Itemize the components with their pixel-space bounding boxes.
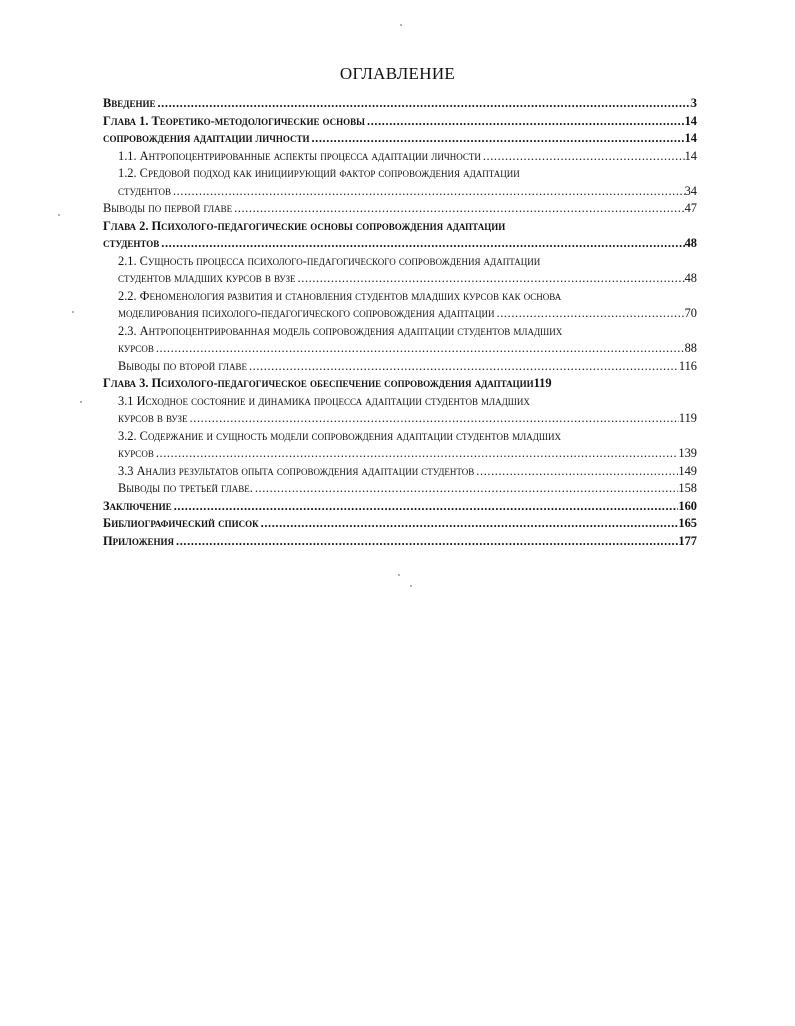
dot-leader — [174, 533, 678, 551]
toc-entry-text: курсов в вузе — [118, 411, 188, 425]
toc-entry-text: студентов — [103, 236, 160, 250]
scan-speck — [400, 24, 402, 26]
toc-page-number: 3 — [690, 96, 697, 110]
toc-page-number: 14 — [684, 131, 697, 145]
toc-entry-row — [118, 183, 697, 201]
toc-entry — [103, 95, 697, 113]
toc-entry-row — [103, 130, 697, 148]
toc-entry — [103, 498, 697, 516]
toc-entry-row — [118, 358, 697, 376]
toc-entry-text: курсов — [118, 341, 154, 355]
dot-leader — [172, 498, 679, 516]
toc-entry — [103, 358, 697, 376]
dot-leader — [188, 410, 679, 428]
toc-entry-text: Глава 3. Психолого-педагогическое обеспечение сопровождения адаптации — [103, 376, 534, 390]
dot-leader — [232, 200, 685, 218]
toc-entry-row — [118, 410, 697, 428]
dot-leader — [474, 463, 678, 481]
toc-entry — [103, 288, 697, 323]
toc-entry-text: 2.3. Антропоцентрированная модель сопровождения адаптации студентов младших — [118, 323, 563, 338]
scan-speck — [80, 401, 82, 403]
toc-page-number: 48 — [684, 236, 697, 250]
toc-entry-row — [103, 113, 697, 131]
toc-entry-text: 3.2. Содержание и сущность модели сопровождения адаптации студентов младших — [118, 428, 561, 443]
toc-entry-text: Введение — [103, 96, 156, 110]
toc-entry-row — [103, 235, 697, 253]
toc-entry-text: 3.1 Исходное состояние и динамика процесса адаптации студентов младших — [118, 393, 530, 408]
toc-entry-text: Выводы по второй главе — [118, 358, 247, 373]
toc-entry-text: 3.3 Анализ результатов опыта сопровождения адаптации студентов — [118, 463, 475, 478]
toc-entry-text: 2.2. Феноменология развития и становления студентов младших курсов как основа — [118, 288, 562, 303]
toc-entry — [103, 253, 697, 288]
dot-leader — [495, 305, 685, 323]
toc-entry — [103, 533, 697, 551]
toc-page-number: 119 — [533, 376, 552, 390]
scan-speck — [398, 574, 400, 576]
dot-leader — [159, 235, 684, 253]
toc-page-number: 158 — [678, 481, 697, 495]
scan-speck — [58, 214, 60, 216]
toc-entry-text: Библиографический список — [103, 516, 259, 530]
toc-entry-text: курсов — [118, 446, 154, 460]
toc-entry — [103, 515, 697, 533]
toc-entry-text: студентов — [118, 183, 171, 198]
toc-page-number: 47 — [684, 201, 697, 215]
toc-entry-text: Глава 1. Теоретико-методологические основы — [103, 113, 366, 128]
toc-entry-row — [103, 95, 697, 113]
toc-entry — [103, 393, 697, 428]
toc-page-number: 116 — [678, 358, 697, 373]
toc-entry — [103, 113, 697, 131]
toc-entry — [103, 200, 697, 218]
toc-entry — [103, 375, 697, 393]
toc-entry — [103, 148, 697, 166]
toc-page-number: 149 — [678, 463, 697, 478]
toc-page-number: 14 — [684, 148, 697, 163]
toc-page-number: 139 — [678, 446, 697, 460]
toc-entry — [103, 165, 697, 200]
toc-entry-row — [103, 515, 697, 533]
toc-entry-text: 1.1. Антропоцентрированные аспекты процесса адаптации личности — [118, 148, 481, 163]
toc-entry-text: 2.1. Сущность процесса психолого-педагогического сопровождения адаптации — [118, 253, 541, 268]
dot-leader — [154, 445, 679, 463]
toc-entry-row — [118, 445, 697, 463]
toc-page-number: 70 — [684, 306, 697, 320]
toc-page-number: 88 — [684, 341, 697, 355]
toc-entry — [103, 428, 697, 463]
dot-leader — [365, 113, 685, 131]
toc-entry-text: Приложения — [103, 533, 175, 548]
toc-entry-row — [103, 533, 697, 551]
toc-entry-text: студентов младших курсов в вузе — [118, 271, 296, 285]
dot-leader — [247, 358, 679, 376]
toc-entry-text: Выводы по первой главе — [103, 201, 233, 215]
toc-entry-row — [103, 498, 697, 516]
toc-entry-row — [118, 270, 697, 288]
page-title: ОГЛАВЛЕНИЕ — [339, 64, 456, 83]
dot-leader — [309, 130, 684, 148]
toc-entry-row — [118, 463, 697, 481]
toc-entry — [103, 218, 697, 253]
toc-page-number: 48 — [684, 271, 697, 285]
toc-entry — [103, 463, 697, 481]
dot-leader — [155, 95, 690, 113]
toc-entry-text: Глава 2. Психолого-педагогические основы сопровождения адаптации — [103, 218, 506, 233]
toc-entry-row — [118, 480, 697, 498]
toc-page-number: 14 — [684, 113, 697, 128]
toc-entry-text: Заключение — [103, 498, 172, 513]
table-of-contents — [103, 95, 697, 550]
toc-entry — [103, 480, 697, 498]
toc-entry-row — [103, 200, 697, 218]
dot-leader — [296, 270, 685, 288]
toc-entry-row — [118, 340, 697, 358]
toc-page-number: 165 — [678, 516, 697, 530]
toc-entry-row — [118, 305, 697, 323]
toc-entry — [103, 130, 697, 148]
toc-entry-text: моделирования психолого-педагогического сопровождения адаптации — [118, 306, 495, 320]
dot-leader — [481, 148, 685, 166]
toc-entry-text: 1.2. Средовой подход как инициирующий фактор сопровождения адаптации — [118, 166, 520, 180]
toc-page-number: 177 — [678, 533, 697, 548]
dot-leader — [154, 340, 685, 358]
toc-entry-row — [118, 148, 697, 166]
dot-leader — [253, 480, 679, 498]
toc-page-number: 160 — [678, 498, 697, 513]
toc-entry-row — [103, 375, 697, 393]
scan-speck — [72, 311, 74, 313]
toc-entry-text: сопровождения адаптации личности — [103, 131, 310, 145]
toc-page-number: 119 — [678, 411, 697, 425]
dot-leader — [171, 183, 685, 201]
dot-leader — [259, 515, 679, 533]
toc-entry-text: Выводы по третьей главе. — [118, 481, 253, 495]
scan-speck — [410, 585, 412, 587]
toc-entry — [103, 323, 697, 358]
toc-page-number: 34 — [684, 183, 697, 198]
